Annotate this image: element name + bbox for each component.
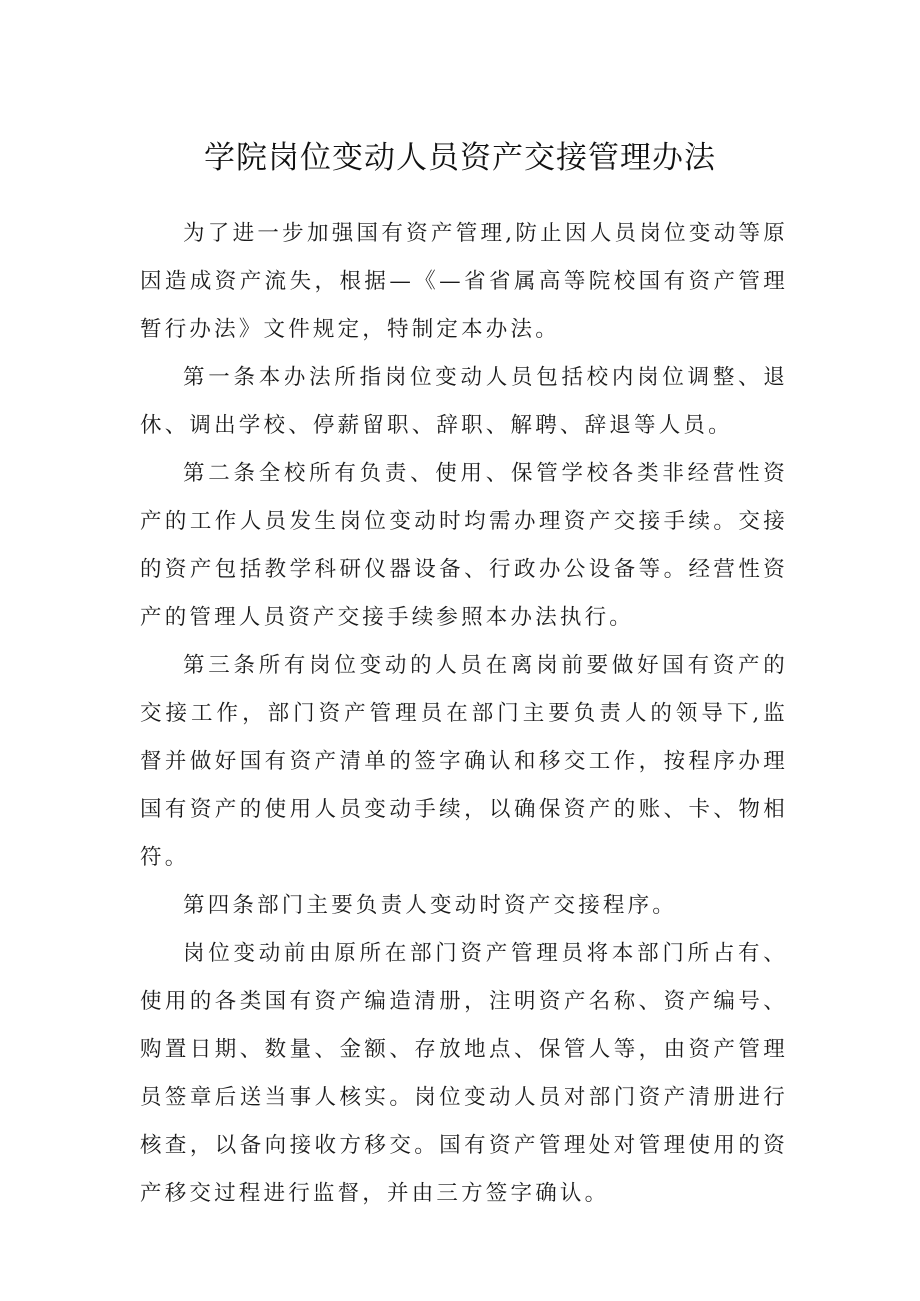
paragraph-article-1: 第一条本办法所指岗位变动人员包括校内岗位调整、退休、调出学校、停薪留职、辞职、解聘、辞退等人员。 — [140, 365, 788, 438]
document-title: 学院岗位变动人员资产交接管理办法 — [204, 140, 716, 176]
paragraph-article-2: 第二条全校所有负责、使用、保管学校各类非经营性资产的工作人员发生岗位变动时均需办理资产交接手续。交接的资产包括教学科研仪器设备、行政办公设备等。经营性资产的管理人员资产交接手续参照本办法执行。 — [140, 461, 788, 630]
paragraph-article-3: 第三条所有岗位变动的人员在离岗前要做好国有资产的交接工作，部门资产管理员在部门主要负责人的领导下,监督并做好国有资产清单的签字确认和移交工作，按程序办理国有资产的使用人员变动手续，以确保资产的账、卡、物相符。 — [140, 653, 788, 870]
paragraph-intro: 为了进一步加强国有资产管理,防止因人员岗位变动等原因造成资产流失，根据—《—省省属高等院校国有资产管理暂行办法》文件规定，特制定本办法。 — [140, 221, 788, 342]
document-body — [140, 210, 788, 1218]
paragraph-article-4: 第四条部门主要负责人变动时资产交接程序。 — [183, 893, 678, 918]
paragraph-article-4-procedure: 岗位变动前由原所在部门资产管理员将本部门所占有、使用的各类国有资产编造清册，注明资产名称、资产编号、购置日期、数量、金额、存放地点、保管人等，由资产管理员签章后送当事人核实。岗位变动人员对部门资产清册进行核查，以备向接收方移交。国有资产管理处对管理使用的资产移交过程进行监督，并由三方签字确认。 — [140, 941, 788, 1206]
